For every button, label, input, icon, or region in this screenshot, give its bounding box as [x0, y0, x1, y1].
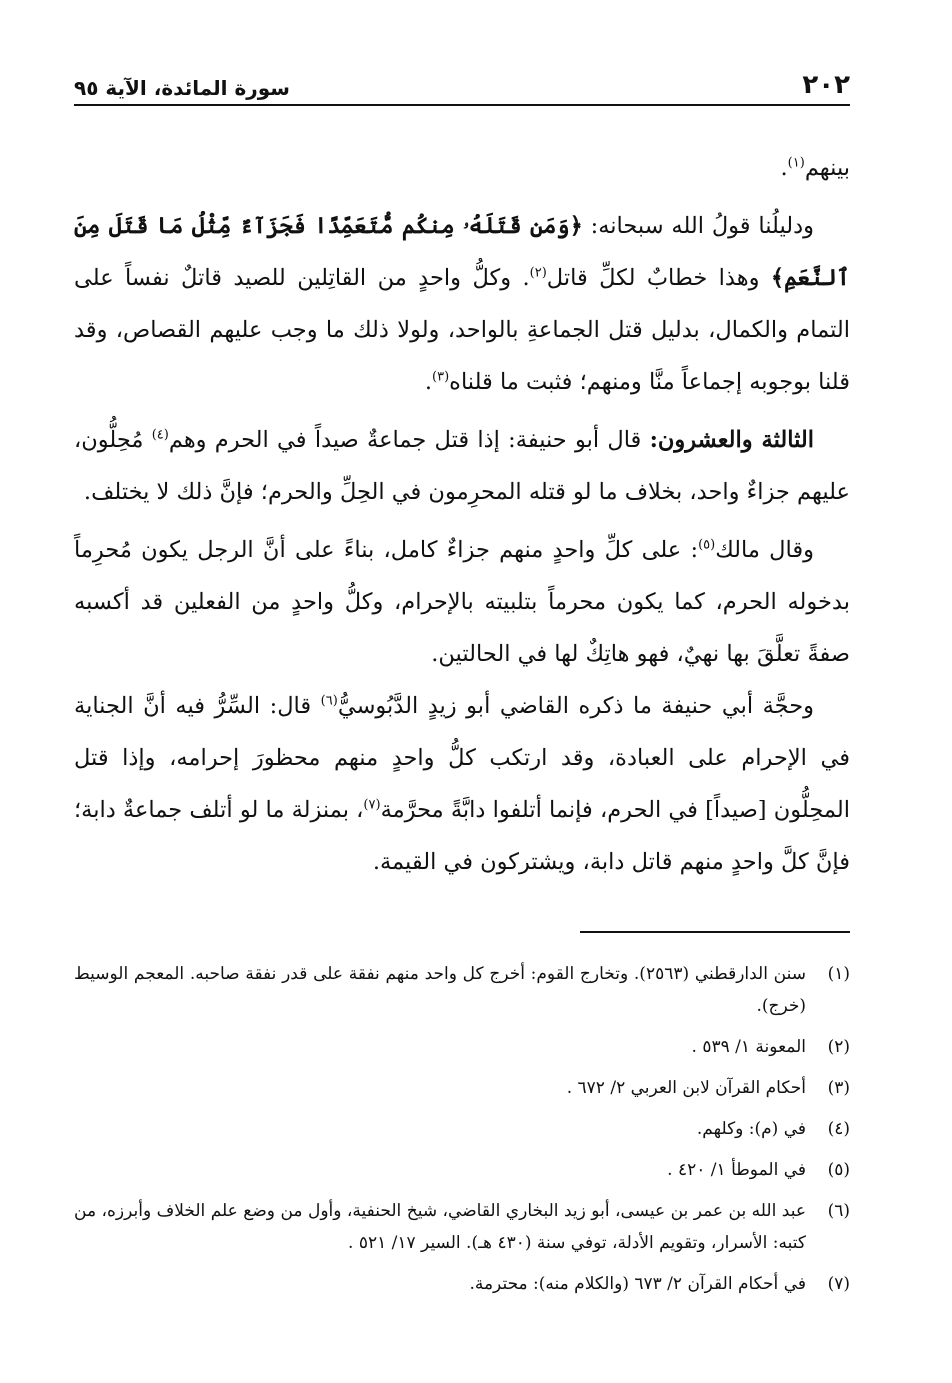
text-run: ، بمنزلة ما لو أتلف جماعةٌ دابة؛ فإنَّ كلَّ واحدٍ منهم قاتل دابة، ويشتركون في القيمة.	[74, 797, 850, 875]
text-run: . وكلُّ واحدٍ من القاتِلين للصيد قاتلٌ نفساً على التمام والكمال، بدليل قتل الجماعةِ بالواحد، ولولا ذلك ما وجب عليهم القصاص، وقد قلنا بوجوبه إجماعاً منَّا ومنهم؛ فثبت ما قلناه	[74, 265, 850, 395]
footnote-number: (٦)	[827, 1201, 850, 1221]
footnote-ref-7: (٧)	[363, 797, 381, 813]
footnote-5	[74, 1154, 850, 1186]
footnote-number: (٥)	[827, 1160, 850, 1180]
footnote-number: (٤)	[827, 1119, 850, 1139]
footnote-6	[74, 1195, 850, 1259]
text-run: ودليلُنا قولُ الله سبحانه:	[590, 213, 815, 239]
footnote-text: في أحكام القرآن ٢/ ٦٧٣ (والكلام منه): محترمة.	[469, 1274, 806, 1294]
running-title: سورة المائدة، الآية ٩٥	[74, 76, 290, 100]
footnote-text: في الموطأ ١/ ٤٢٠ .	[667, 1160, 806, 1180]
text-run: قال أبو حنيفة: إذا قتل جماعةٌ صيداً في الحرم وهم	[168, 427, 642, 453]
footnote-text: سنن الدارقطني (٢٥٦٣). وتخارج القوم: أخرج كل واحد منهم نفقة على قدر نفقة صاحبه. المعجم الوسيط (خرج).	[74, 964, 806, 1016]
footnote-3	[74, 1072, 850, 1104]
page-header	[74, 66, 850, 106]
page-number: ٢٠٢	[802, 70, 850, 100]
paragraph-2	[74, 200, 850, 408]
text-run: وقال مالك	[715, 537, 814, 563]
footnote-ref-3: (٣)	[432, 369, 450, 385]
text-run: وحجَّة أبي حنيفة ما ذكره القاضي أبو زيدٍ الدَّبُوسيُّ	[337, 693, 814, 719]
footnote-text: المعونة ١/ ٥٣٩ .	[691, 1037, 806, 1057]
text-run: بينهم	[804, 155, 850, 181]
footnotes	[74, 958, 850, 1309]
footnote-number: (٣)	[827, 1078, 850, 1098]
quran-verse: ﴿وَمَن قَتَلَهُۥ مِنكُم مُّتَعَمِّدًا فَجَزَآءٌ مِّثْلُ مَا قَتَلَ مِنَ ٱلنَّعَمِ﴾	[74, 213, 850, 291]
text-run: : على كلِّ واحدٍ منهم جزاءٌ كامل، بناءً على أنَّ الرجل يكون مُحرِماً بدخوله الحرم، كما يكون محرماً بتلبيته بالإحرام، وكلُّ واحدٍ من الفعلين قد أكسبه صفةً تعلَّقَ بها نهيٌ، فهو هاتِكٌ لها في الحالتين.	[74, 537, 850, 667]
text-run: .	[780, 155, 788, 181]
footnote-ref-6: (٦)	[320, 693, 338, 709]
footnote-4	[74, 1113, 850, 1145]
text-run: مُحِلُّون، عليهم جزاءٌ واحد، بخلاف ما لو قتله المحرِمون في الحِلِّ والحرم؛ فإنَّ ذلك لا يختلف.	[74, 427, 850, 505]
footnote-ref-4: (٤)	[151, 427, 169, 443]
paragraph-1	[74, 142, 850, 194]
paragraph-4	[74, 524, 850, 680]
footnote-text: في (م): وكلهم.	[696, 1119, 806, 1139]
footnote-ref-1: (١)	[787, 155, 805, 171]
paragraph-3	[74, 414, 850, 518]
text-run: وهذا خطابٌ لكلِّ قاتل	[546, 265, 760, 291]
footnote-number: (٧)	[827, 1274, 850, 1294]
footnote-number: (١)	[827, 964, 850, 984]
text-run: قال: السِّرُّ فيه أنَّ الجناية في الإحرام على العبادة، وقد ارتكب كلُّ واحدٍ منهم محظورَ إحرامه، وإذا قتل المحِلُّون [صيداً] في الحرم، فإنما أتلفوا دابَّةً محرَّمة	[74, 693, 851, 823]
footnote-ref-5: (٥)	[698, 537, 716, 553]
footnote-ref-2: (٢)	[529, 265, 547, 281]
footnote-text: عبد الله بن عمر بن عيسى، أبو زيد البخاري القاضي، شيخ الحنفية، وأول من وضع علم الخلاف وأبرزه، من كتبه: الأسرار، وتقويم الأدلة، توفي سنة (٤٣٠ هـ). السير ١٧/ ٥٢١ .	[74, 1201, 806, 1253]
main-text	[74, 142, 850, 888]
footnote-2	[74, 1031, 850, 1063]
text-run: .	[424, 369, 433, 395]
section-label: الثالثة والعشرون:	[649, 427, 814, 453]
footnote-text: أحكام القرآن لابن العربي ٢/ ٦٧٢ .	[566, 1078, 806, 1098]
footnote-7	[74, 1268, 850, 1300]
footnote-separator	[580, 931, 850, 933]
footnote-1	[74, 958, 850, 1022]
paragraph-5	[74, 680, 850, 888]
footnote-number: (٢)	[827, 1037, 850, 1057]
